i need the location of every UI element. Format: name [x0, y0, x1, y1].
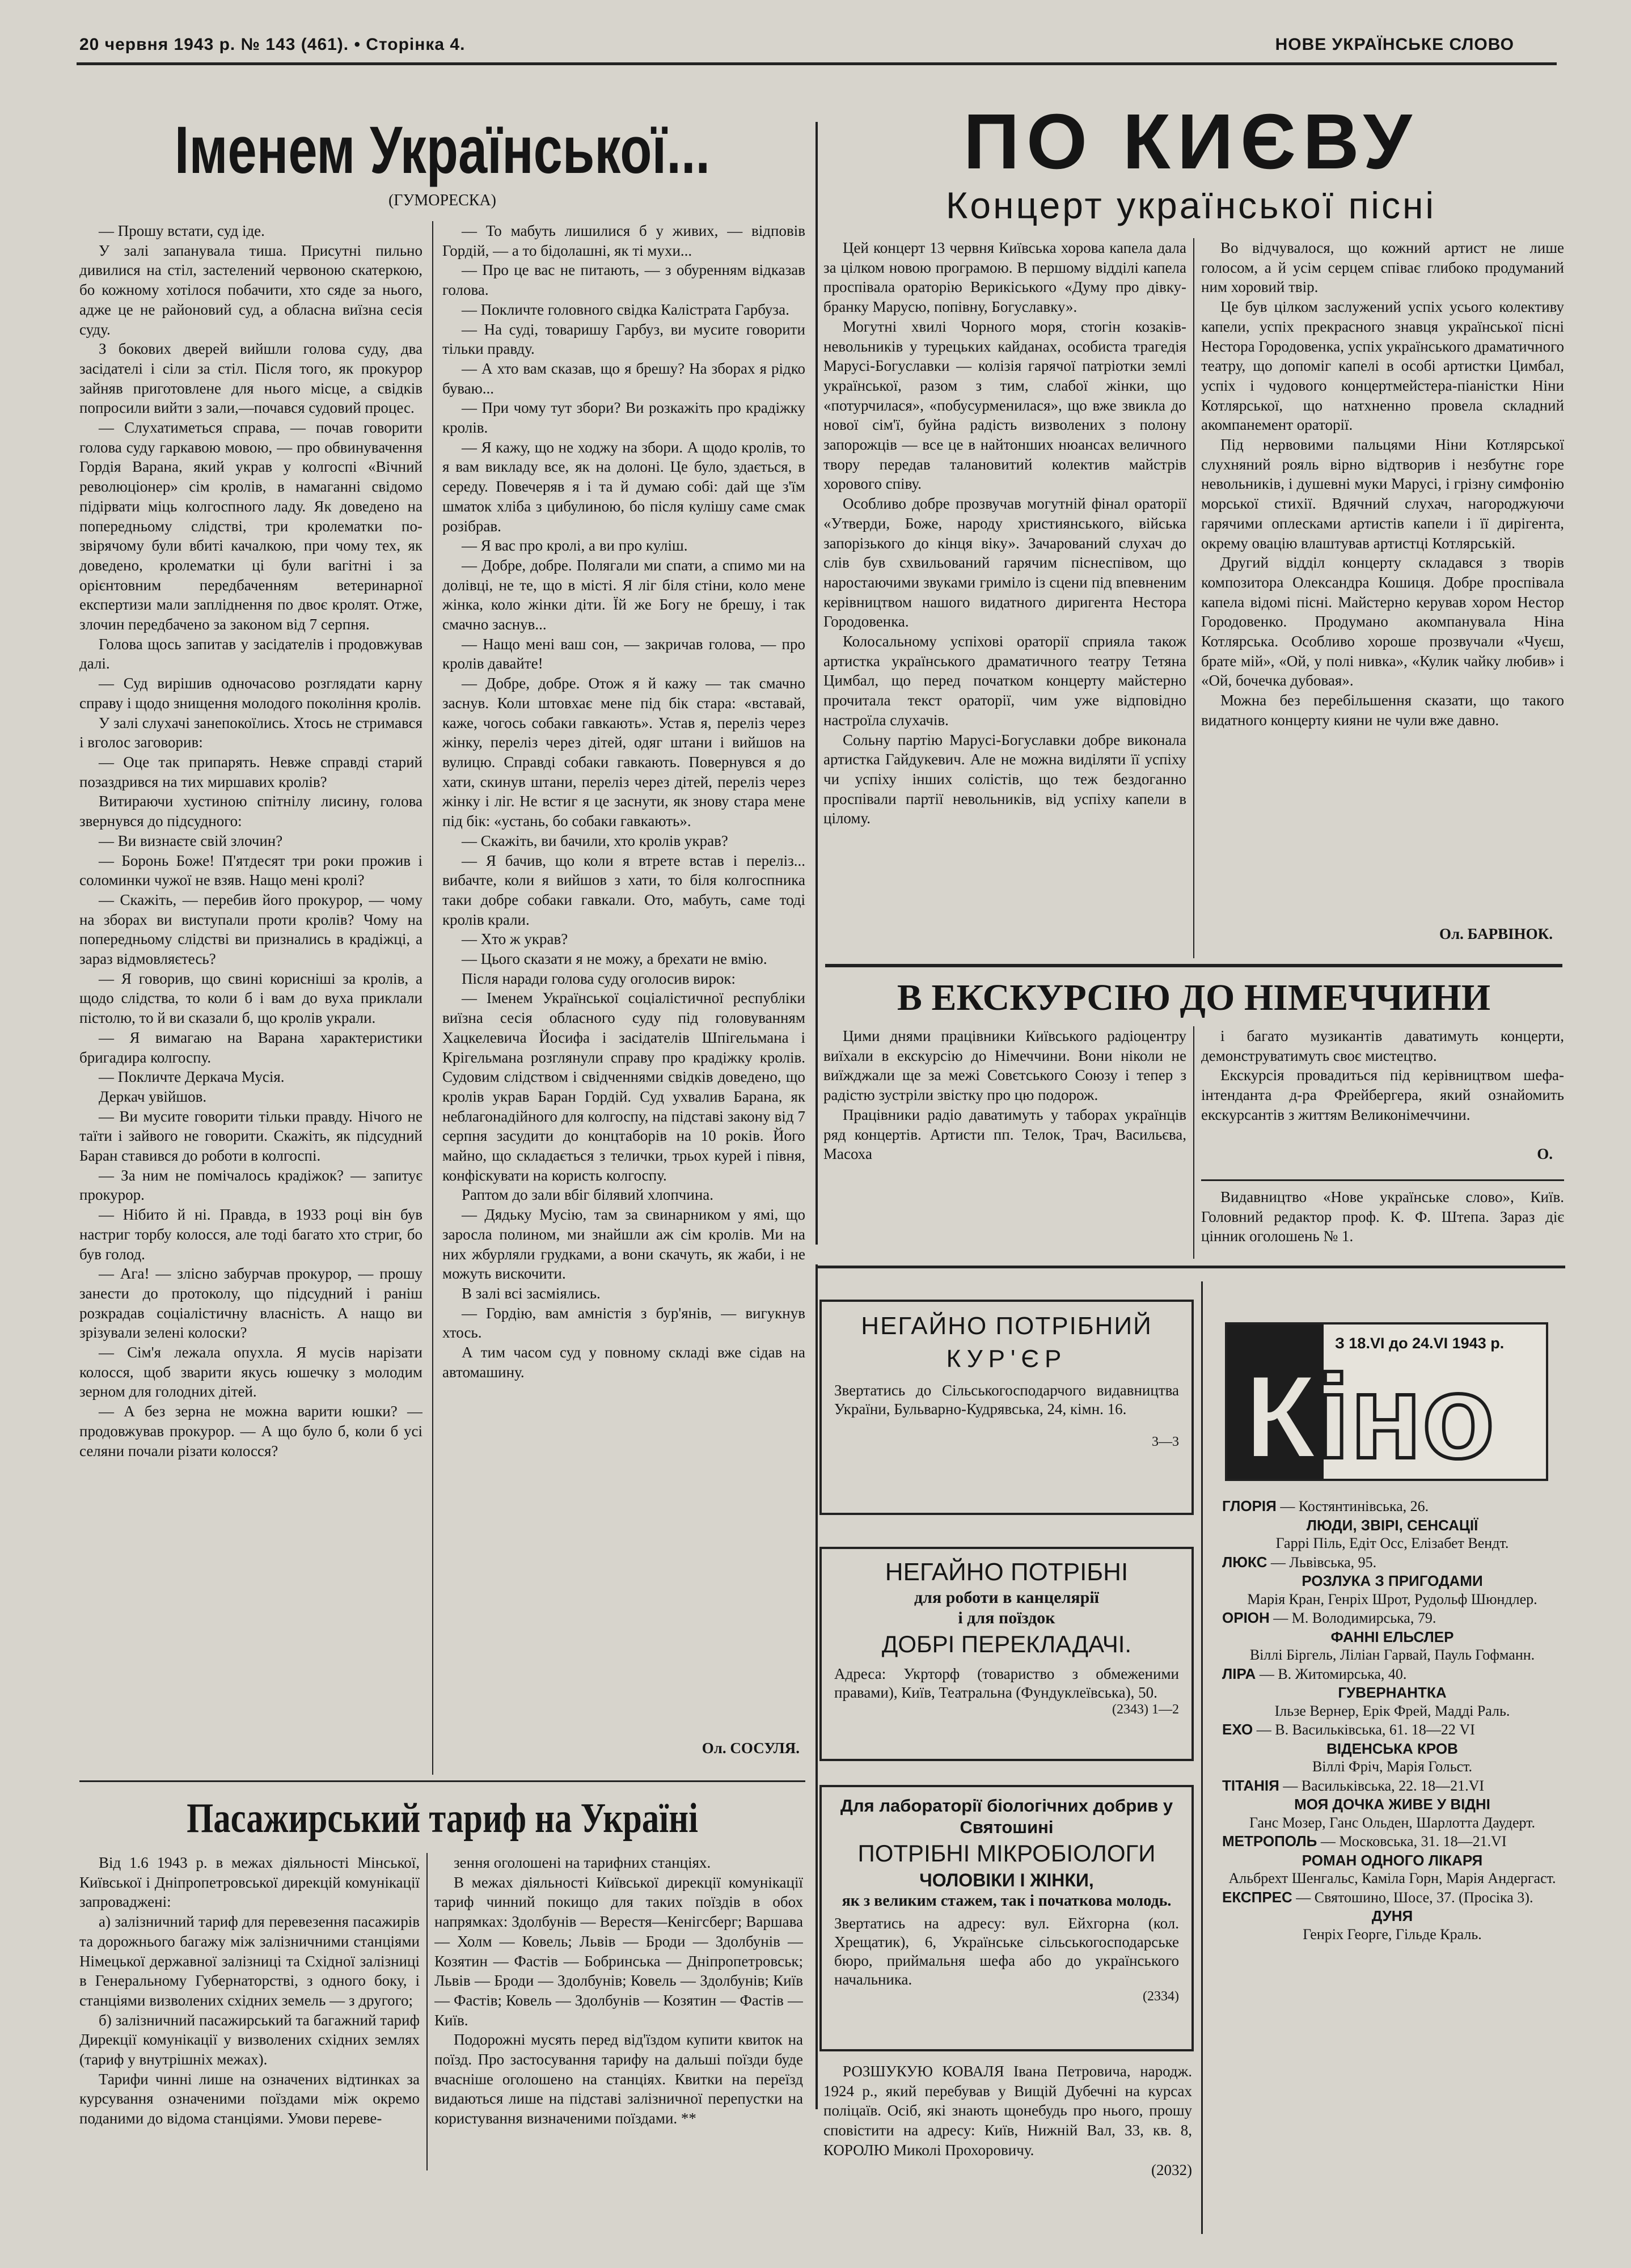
ekskursiia-title: В ЕКСКУРСІЮ ДО НІМЕЧЧИНИ	[897, 977, 1491, 1018]
kino-cinema-address: — Московська, 31. 18—21.VI	[1320, 1833, 1507, 1850]
humoreska-paragraph: — Цього сказати я не можу, а брехати не вмію.	[462, 950, 767, 968]
humoreska-paragraph: — Я вас про кролі, а ви про куліш.	[462, 537, 688, 555]
kino-listing	[1222, 1665, 1562, 1721]
ad-microbiologists-line-1: ПОТРІБНІ МІКРОБІОЛОГИ	[857, 1840, 1156, 1867]
humoreska-subtitle: (ГУМОРЕСКА)	[388, 192, 497, 209]
tarif-title: Пасажирський тариф на Україні	[187, 1795, 698, 1842]
publisher-info: Видавництво «Нове українське слово», Київ. Головний редактор проф. К. Ф. Штепа. Зараз діє цінник оголошень № 1.	[1201, 1188, 1564, 1245]
tarif-top-rule	[79, 1780, 805, 1782]
humoreska-paragraph: — Гордію, вам амністія з бур'янів, — вигукнув хтось.	[442, 1304, 805, 1342]
kino-film-cast: Віллі Фріч, Марія Гольст.	[1312, 1758, 1473, 1775]
humoreska-paragraph: — Я кажу, що не ходжу на збори. А щодо кролів, то я вам викладу все, як на долоні. Це було, здається, в середу. Повечеряв я і та й думаю собі: дай ще з'їм шматок хліба з цибулиною, бо після кулішу саме смак розібрав.	[442, 438, 805, 535]
humoreska-paragraph: — Про це вас не питають, — з обуренням відказав голова.	[442, 261, 805, 299]
ads-top-rule	[817, 1266, 1565, 1268]
po-kyievu-signature: Ол. БАРВІНОК.	[1439, 925, 1553, 942]
humoreska-paragraph: — То мабуть лишилися б у живих, — відповів Гордій, — а то бідолашні, як ті мухи...	[442, 222, 805, 259]
ad-courier-subheading: КУР'ЄР	[946, 1345, 1067, 1373]
concert-paragraph: Сольну партію Марусі-Богуславки добре виконала артистка Гайдукевич. Але не можна виділяти її успіху чи успіху інших солістів, що теж бездоганно проспівали партії невольників, від успіху капели в цілому.	[823, 731, 1186, 827]
kino-film-title: ФАННІ ЕЛЬСЛЕР	[1330, 1628, 1454, 1645]
concert-paragraph: Цей концерт 13 червня Київська хорова капела дала за цілком новою програмою. В першому відділі капела проспівала ораторію Верикіського «Думу про дівку-бранку Марусю, попівну, Богуславку».	[823, 239, 1186, 316]
kino-cinema-address: — Святошино, Шосе, 37. (Просіка 3).	[1296, 1889, 1533, 1906]
kino-film-cast: Генріх Георге, Гільде Краль.	[1303, 1926, 1482, 1943]
humoreska-paragraph: — Ага! — злісно забурчав прокурор, — прошу занести до протоколу, що підсудний і раніш розкрадав соціалістичну власність. А нащо ви зрізували зелені колоски?	[79, 1265, 422, 1342]
kino-film-title: ДУНЯ	[1371, 1907, 1413, 1924]
humoreska-paragraph: — Нібито й ні. Правда, в 1933 році він був настриг торбу колосся, але тоді багато хто стриг, бо був голод.	[79, 1206, 422, 1263]
kino-cinema-name: ОРІОН	[1222, 1609, 1270, 1626]
humoreska-paragraph: — За ним не помічалось крадіжок? — запитує прокурор.	[79, 1166, 422, 1204]
kino-cinema-address: — В. Житомирська, 40.	[1259, 1665, 1407, 1682]
kino-logo: Кіно	[1244, 1350, 1495, 1481]
kino-cinema-name: ТІТАНІЯ	[1222, 1776, 1279, 1794]
humoreska-paragraph: — Я бачив, що коли я втрете встав і переліз... вибачте, коли я вийшов з хати, то біля колгоспника таки добре собаки гавкали. Ото, мабуть, саме тоді кролів крали.	[442, 852, 805, 928]
kino-film-title: МОЯ ДОЧКА ЖИВЕ У ВІДНІ	[1294, 1796, 1490, 1813]
kino-cinema-name: ЛЮКС	[1222, 1553, 1267, 1571]
humoreska-paragraph: — При чому тут збори? Ви розкажіть про крадіжку кролів.	[442, 399, 805, 437]
ad-translators	[819, 1547, 1194, 1761]
kino-dates: З 18.VI до 24.VI 1943 р.	[1335, 1335, 1505, 1352]
kino-film-title: ЛЮДИ, ЗВІРІ, СЕНСАЦІЇ	[1306, 1516, 1478, 1534]
humoreska-paragraph: Голова щось запитав у засідателів і продовжував далі.	[79, 635, 422, 672]
ad-translators-line-1: для роботи в канцелярії	[914, 1588, 1099, 1607]
ad-microbiologists-number: (2334)	[1143, 1989, 1179, 2004]
kino-listing	[1222, 1832, 1562, 1888]
ad-microbiologists-heading: Для лабораторії біологічних добрив у Святошині	[840, 1796, 1173, 1837]
ad-microbiologists-line-3: як з великим стажем, так і початкова молодь.	[842, 1892, 1172, 1910]
po-kyievu-column-2	[1201, 238, 1564, 930]
humoreska-paragraph: — Я вимагаю на Варана характеристики бригадира колгоспу.	[79, 1029, 422, 1066]
ad-microbiologists-text: Звертатись на адресу: вул. Ейхгорна (кол. Хрещатик), 6, Українське сільськогосподарське бюро, приймальня шефа або до українського начальника.	[834, 1915, 1179, 1988]
kino-cinema-address: — В. Васильківська, 61. 18—22 VI	[1256, 1721, 1475, 1738]
ad-courier-text: Звертатись до Сільськогосподарчого видавництва України, Бульварно-Кудрявська, 24, кімн. 16.	[834, 1382, 1179, 1417]
kino-film-title: ВІДЕНСЬКА КРОВ	[1326, 1740, 1458, 1757]
humoreska-paragraph: У залі запанувала тиша. Присутні пильно дивилися на стіл, застелений червоною скатеркою, бо кожному хотілося побачити, хто сяде за нього, адже це не районовий суд, а обласна виїзна сесія суду.	[79, 242, 422, 338]
concert-paragraph: Можна без перебільшення сказати, що такого видатного концерту кияни не чули вже давно.	[1201, 692, 1564, 729]
humoreska-paragraph: — А хто вам сказав, що я брешу? На зборах я рідко буваю...	[442, 359, 805, 397]
ad-microbiologists-line-2: ЧОЛОВІКИ І ЖІНКИ,	[919, 1870, 1094, 1890]
kino-cinema-name: ЕХО	[1222, 1721, 1253, 1738]
humoreska-paragraph: — Хто ж украв?	[462, 930, 568, 948]
kino-film-cast: Альбрехт Шенгальс, Каміла Горн, Марія Андергаст.	[1228, 1870, 1556, 1886]
kino-listing	[1222, 1497, 1562, 1553]
ad-translators-text: Адреса: Укрторф (товариство з обмеженими правами), Київ, Театральна (Фундуклеївська), 50.	[834, 1665, 1179, 1701]
po-kyievu-inner-divider	[1193, 238, 1194, 958]
ad-courier	[819, 1300, 1194, 1515]
po-kyievu-column-1	[823, 238, 1186, 958]
kino-film-title: ГУВЕРНАНТКА	[1338, 1684, 1447, 1701]
humoreska-paragraph: — Сім'я лежала опухла. Я мусів нарізати колосся, щоб зварити якусь юшечку з молодим зерном для голодних дітей.	[79, 1344, 422, 1400]
kino-cinema-address: — Костянтинівська, 26.	[1280, 1498, 1429, 1514]
tarif-paragraph: б) залізничний пасажирський та багажний тариф Дирекції комунікації у визволених східних землях (тариф у внутрішніх межах).	[79, 2011, 420, 2068]
kino-cinema-name: ГЛОРІЯ	[1222, 1497, 1277, 1514]
kino-film-cast: Віллі Біргель, Ліліан Гарвай, Пауль Гофманн.	[1249, 1647, 1535, 1663]
kino-cinema-address: — Львівська, 95.	[1270, 1554, 1377, 1571]
humoreska-paragraph: — Скажіть, ви бачили, хто кролів украв?	[462, 832, 728, 849]
tarif-column-1	[79, 1853, 420, 2170]
humoreska-paragraph: — Добре, добре. Отож я й кажу — так смачно заснув. Коли штовхає мене під бік стара: «вставай, каже, чогось собаки гавкають». Устав я, переліз через жінку, переліз через дітей, одяг штани і вийшов на вулицю. Справді собаки гавкають. Повернувся я до хати, скинув штани, переліз через дітей, переліз через жінку і ліг. Не встиг я це заснути, як знову стара мене під бік: «устань, бо собаки гавкають».	[442, 675, 805, 830]
kino-cinema-name: ЕКСПРЕС	[1222, 1888, 1292, 1906]
humoreska-paragraph: Витираючи хустиною спітнілу лисину, голова звернувся до підсудного:	[79, 793, 422, 830]
humoreska-paragraph: А тим часом суд у повному складі вже сідав на автомашину.	[442, 1344, 805, 1381]
kino-film-cast: Гаррі Піль, Едіт Осс, Елізабет Вендт.	[1275, 1535, 1509, 1551]
concert-paragraph: Це був цілком заслужений успіх усього колективу капели, успіх прекрасного знавця української пісні Нестора Городовенка, успіх українського драматичного театру, що допоміг капелі в особі артистки Цимбал, успіх і чудового концертмейстера-піаністки Ніни Котлярської, що натхненно провела складний акомпанемент ораторії.	[1201, 298, 1564, 434]
humoreska-paragraph: — Скажіть, — перебив його прокурор, — чому на зборах ви виступали проти кролів? Чому на попередньому слідстві ви признались в крадіжці, а зараз відмовляєтесь?	[79, 891, 422, 968]
lower-column-divider	[815, 1264, 818, 2109]
concert-paragraph: Другий відділ концерту складався з творів композитора Олександра Кошиця. Добре проспівала капела відомі пісні. Майстерно керував хором Нестор Городовенко. Продумано акомпанувала Ніна Котлярська. Особливо хороше прозвучали «Чуєш, брате мій», «Ой, у полі нивка», «Кулик чайку любив» і «Ой, бочечка дубовая».	[1201, 554, 1564, 689]
ad-translators-heading: НЕГАЙНО ПОТРІБНІ	[885, 1558, 1129, 1586]
kino-left-rule	[1201, 1281, 1203, 2234]
humoreska-paragraph: — Ви мусите говорити тільки правду. Нічого не таїти і зайвого не говорити. Скажіть, як підсудний Баран ставився до роботи в колгоспі.	[79, 1107, 422, 1165]
kino-cinema-name: МЕТРОПОЛЬ	[1222, 1833, 1317, 1850]
humoreska-paragraph: — Прошу встати, суд іде.	[99, 222, 265, 239]
humoreska-paragraph: — Оце так припарять. Невже справді старий позаздрився на тих миршавих кролів?	[79, 753, 422, 790]
kino-film-title: РОМАН ОДНОГО ЛІКАРЯ	[1302, 1851, 1483, 1869]
ekskursiia-signature: О.	[1537, 1145, 1553, 1162]
humoreska-paragraph: Раптом до зали вбіг білявий хлопчина.	[462, 1186, 714, 1204]
humoreska-column-2	[442, 221, 805, 1775]
humoreska-paragraph: Деркач увійшов.	[99, 1088, 207, 1105]
tarif-paragraph: Тарифи чинні лише на означених відтинках за курсування означеними поїздами між окремо поданими до відома станціями. Умови переве-	[79, 2070, 420, 2127]
header-date-issue: 20 червня 1943 р. № 143 (461). • Сторінка 4.	[79, 35, 466, 54]
humoreska-column-1	[79, 221, 422, 1752]
humoreska-paragraph: З бокових дверей вийшли голова суду, два засідателі і сіли за стіл. Після того, як прокурор зайняв приготовлене для нього місце, а свідків попросили вийти з зали,—почався судовий процес.	[79, 340, 422, 417]
humoreska-title: Іменем Української...	[174, 113, 711, 188]
kino-cinema-line	[1222, 1776, 1562, 1796]
kino-cinema-line	[1222, 1832, 1562, 1851]
kino-listing	[1222, 1776, 1562, 1833]
humoreska-paragraph: Після наради голова суду оголосив вирок:	[462, 970, 736, 987]
kino-cinema-address: — Васильківська, 22. 18—21.VI	[1283, 1777, 1485, 1794]
tarif-inner-divider	[426, 1853, 428, 2170]
ekskursiia-inner-divider	[1193, 1026, 1194, 1259]
tarif-paragraph: зення оголошені на тарифних станціях.	[454, 1854, 711, 1871]
kino-cinema-line	[1222, 1609, 1562, 1628]
kino-film-cast: Ільзе Вернер, Ерік Фрей, Маддi Раль.	[1274, 1702, 1510, 1719]
humoreska-signature: Ол. СОСУЛЯ.	[702, 1740, 800, 1757]
ekskursiia-paragraph: Працівники радіо даватимуть у таборах українців ряд концертів. Артисти пп. Телок, Трач, Васильєва, Масоха	[823, 1106, 1186, 1163]
humoreska-paragraph: — Нащо мені ваш сон, — закричав голова, — про кролів давайте!	[442, 635, 805, 672]
header-rule	[77, 62, 1557, 65]
tarif-paragraph: В межах діяльності Київської дирекції комунікації тариф чинний покищо для таких поїздів в обох напрямках: Здолбунів — Верестя—Кенігсберг; Варшава — Холм — Ковель; Львів — Броди — Здолбунів — Козятин — Фастів — Бобринська — Дніпропетровськ; Львів — Броди — Здолбунів; Ковель — Здолбунів; Київ — Фастів; Ковель — Здолбунів — Козятин — Фастів — Київ.	[434, 1873, 803, 2029]
humoreska-paragraph: — А без зерна не можна варити юшки? — продовжував прокурор. — А що було б, коли б усі селяни почали різати колосся?	[79, 1403, 422, 1459]
humoreska-paragraph: — Слухатиметься справа, — почав говорити голова суду гаркавою мовою, — про обвинувачення Гордія Варана, який украв у колгоспі «Вічний революціонер» сім кролів, в намаганні свідомо підірвати міць колгоспного ладу. Як доведено на попередньому слідстві, три кролематки по-звірячому були вбиті качалкою, при чому тех, як доведено, кролематки ці були вагітні і за орієнтовним передбаченням ветеринарної експертизи мали запліднення по двоє кролят. Отже, злочин передбачено за законом від 7 серпня.	[79, 419, 422, 633]
kino-listing	[1222, 1609, 1562, 1665]
kino-film-cast: Марія Кран, Генріх Шрот, Рудольф Шюндлер.	[1247, 1590, 1537, 1607]
kino-cinema-line	[1222, 1497, 1562, 1516]
tarif-column-2	[434, 1853, 803, 2170]
ekskursiia-paragraph: Екскурсія провадиться під керівництвом шефа-інтенданта д-ра Фрейбергера, який ознайомить екскурсантів з життям Великонімеччини.	[1201, 1067, 1564, 1123]
kino-listing	[1222, 1888, 1562, 1944]
kino-cinema-line	[1222, 1665, 1562, 1684]
humoreska-paragraph: — Дядьку Мусію, там за свинарником у ямі, що заросла полином, ми знайшли аж сім кролів. Ми на них жбурляли грудками, а вони скачуть, як жаби, і не можуть вискочити.	[442, 1206, 805, 1283]
kino-film-cast: Ганс Мозер, Ганс Ольден, Шарлотта Даудерт.	[1249, 1814, 1536, 1831]
ad-search-number: (2032)	[1151, 2161, 1192, 2178]
kino-cinema-line	[1222, 1553, 1562, 1572]
kino-cinema-address: — М. Володимирська, 79.	[1273, 1610, 1436, 1626]
ad-translators-line-3: ДОБРІ ПЕРЕКЛАДАЧІ.	[881, 1631, 1132, 1657]
tarif-paragraph: Подорожні мусять перед від'їздом купити квиток на поїзд. Про застосування тарифу на дальші поїзди буде вчасніше оголошено на станціях. Квитки на переїзд видаються лише на підставі залізничної перепустки на користування визначеними поїздами. **	[434, 2031, 803, 2127]
kino-listing	[1222, 1720, 1562, 1776]
humoreska-paragraph: — Ви визнаєте свій злочин?	[99, 832, 283, 849]
main-column-divider	[815, 122, 818, 1245]
humoreska-paragraph: — Боронь Боже! П'ятдесят три роки прожив і соломинки чужої не взяв. Нащо мені кролі?	[79, 852, 422, 889]
ad-translators-line-2: і для поїздок	[958, 1609, 1055, 1627]
header-newspaper-name: НОВЕ УКРАЇНСЬКЕ СЛОВО	[1275, 35, 1514, 54]
ekskursiia-paragraph: Цими днями працівники Київського радіоцентру виїхали в екскурсію до Німеччини. Вони ніколи не виїжджали ще за межі Совєтського Союзу і тепер з радістю зустріли звістку про цю подорож.	[823, 1027, 1186, 1104]
kino-logo-box	[1225, 1322, 1548, 1481]
ad-courier-heading: НЕГАЙНО ПОТРІБНИЙ	[861, 1312, 1152, 1340]
concert-paragraph: Під нервовими пальцями Ніни Котлярської слухняний рояль вірно відтворив і незбутнє горе невольників, і душевні муки Марусі, і грізну симфонію морської стихії. Вдячний слухач, нагороджуючи гарячими оплесками артистів капели і її дирігента, окрему овацію влаштував артистці Котлярській.	[1201, 436, 1564, 552]
tarif-paragraph: Від 1.6 1943 р. в межах діяльності Мінської, Київської і Дніпропетровської дирекцій комунікації запроваджені:	[79, 1854, 420, 1911]
kino-cinema-line	[1222, 1888, 1562, 1907]
humoreska-paragraph: — Іменем Української соціалістичної республіки виїзна сесія обласного суду під головуванням Хацкелевича Йосифа і засідателів Шпігельмана і Крігельмана розглянули справу про крадіжку кролів. Судовим слідством і свідченнями свідків доведено, що кролів украв Баран Гордій. Суд ухвалив Барана, як неблагонадійного для колгоспу, на підставі закону від 7 серпня засудити до концтаборів на 10 років. Його майно, що складається з телички, трьох курей і півня, конфіскувати на користь колгоспу.	[442, 989, 805, 1184]
ekskursiia-column-1	[823, 1026, 1186, 1264]
ornament-rule	[825, 964, 1562, 967]
humoreska-inner-divider	[432, 221, 433, 1775]
humoreska-paragraph: — Добре, добре. Полягали ми спати, а спимо ми на долівці, не те, що в місті. Я ліг біля стіни, коло мене жінка, коло жінки діти. Їй же Богу не брешу, і так смачно заснув...	[442, 556, 805, 633]
ad-translators-number: (2343) 1—2	[1112, 1702, 1179, 1717]
ekskursiia-paragraph: і багато музикантів даватимуть концерти, демонструватимуть своє мистецтво.	[1201, 1027, 1564, 1064]
ad-search: РОЗШУКУЮ КОВАЛЯ Івана Петровича, народж. 1924 р., який перебував у Вищій Дубечні на курсах поліцаїв. Осіб, які знають щонебудь про нього, прошу сповістити на адресу: Київ, Нижній Вал, 33, кв. 8, КОРОЛЮ Миколі Прохоровичу. (2032)	[823, 2062, 1192, 2237]
humoreska-paragraph: У залі слухачі занепокоїлись. Хтось не стримався і вголос заговорив:	[79, 714, 422, 751]
tarif-paragraph: а) залізничний тариф для перевезення пасажирів та дорожнього багажу між залізничними станціями Німецької державної залізниці та Східної залізниці в Генеральному Губернаторстві, з одного боку, і станціями визволених східних земель — з другого;	[79, 1913, 420, 2009]
concert-paragraph: Во відчувалося, що кожний артист не лише голосом, а й усім серцем співає глибоко продуманий ним хоровий твір.	[1201, 239, 1564, 296]
humoreska-paragraph: — На суді, товаришу Гарбуз, ви мусите говорити тільки правду.	[442, 320, 805, 358]
kino-listing	[1222, 1553, 1562, 1609]
kino-cinema-name: ЛІРА	[1222, 1665, 1256, 1682]
concert-paragraph: Особливо добре прозвучав могутній фінал ораторії «Утверди, Боже, народу християнського, війська запорізького до кінця віку». Зачарований слухач до слів був схвильований гарячим піснеспівом, що наростаючими звуками гриміло із сцени під впевненим керівництвом нашого видатного диригента Нестора Городовенка.	[823, 495, 1186, 631]
concert-paragraph: Могутні хвилі Чорного моря, стогін козаків-невольників у турецьких кайданах, особиста трагедія Марусі-Богуславки — колізія гарячої патріотки землі української, разом з тим, слабої жінки, що «потурчилася», «побусурменилася», що вже звикла до нової сім'ї, буйна радість визволених з полону запорожців — все це в найтонших нюансах величного твору передав талановитий колектив майстрів хорового співу.	[823, 318, 1186, 493]
kino-cinema-line	[1222, 1720, 1562, 1740]
ad-courier-number: 3—3	[1152, 1435, 1179, 1449]
po-kyievu-title: ПО КИЄВУ	[963, 99, 1419, 184]
humoreska-paragraph: — Я говорив, що свині корисніші за кролів, а щодо слідства, то коли б і вам до вуха приклали пістолю, то й ви сказали б, що кролів украли.	[79, 970, 422, 1027]
po-kyievu-subtitle: Концерт української пісні	[945, 184, 1436, 226]
ad-microbiologists	[819, 1785, 1194, 2051]
humoreska-paragraph: — Покличте Деркача Мусія.	[99, 1068, 285, 1086]
kino-film-title: РОЗЛУКА З ПРИГОДАМИ	[1302, 1572, 1483, 1589]
concert-paragraph: Колосальному успіхові ораторії сприяла також артистка українського драматичного театру Тетяна Цимбал, що перед початком концерту майстерно прочитала текст ораторії, чим уже відповідно настроїла слухачів.	[823, 633, 1186, 729]
humoreska-paragraph: — Суд вирішив одночасово розглядати карну справу і щодо знищення молодого покоління кролів.	[79, 675, 422, 712]
kino-listings	[1222, 1497, 1562, 2240]
humoreska-paragraph: В залі всі засміялись.	[462, 1284, 601, 1302]
humoreska-paragraph: — Покличте головного свідка Калістрата Гарбуза.	[462, 301, 789, 318]
publisher-rule	[1201, 1179, 1564, 1181]
